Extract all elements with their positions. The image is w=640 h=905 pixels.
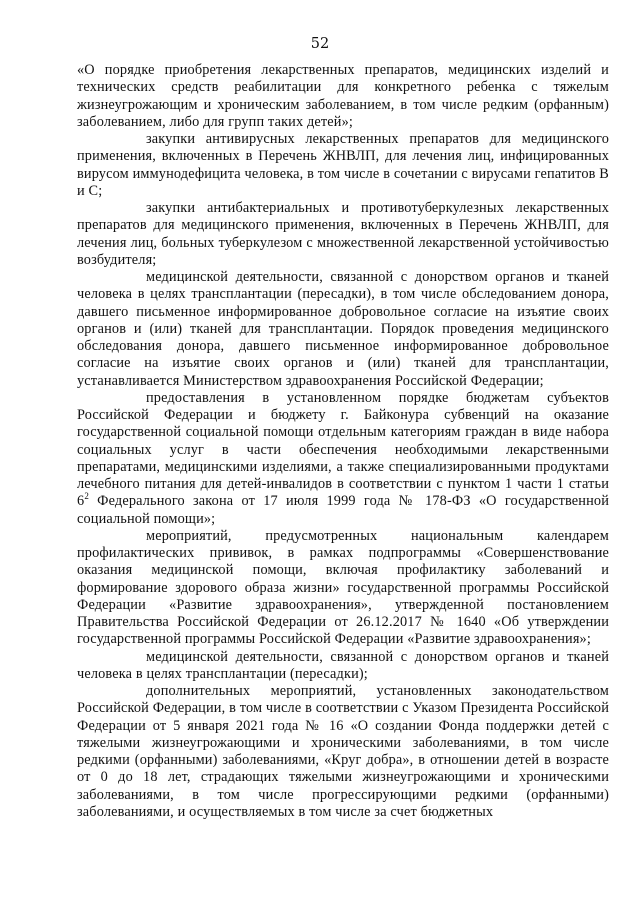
subventions-text-after: Федерального закона от 17 июля 1999 года № 178-ФЗ «О государственной социальной помощи»; (77, 493, 609, 527)
paragraph-subventions (77, 390, 609, 528)
paragraph-orphan-disease-order: «О порядке приобретения лекарственных препаратов, медицинских изделий и технических средств реабилитации для конкретного ребенка с тяжелым жизнеугрожающим и хроническим заболеванием, в том числе редким (орфанным) заболеванием, либо для групп таких детей»; (77, 62, 609, 130)
paragraph-antibacterial-purchases: закупки антибактериальных и противотуберкулезных лекарственных препаратов для медицинского применения, включенных в Перечень ЖНВЛП, для лечения лиц, больных туберкулезом с множественной лекарственной устойчивостью возбудителя; (77, 200, 609, 268)
article-superscript: 2 (84, 491, 89, 502)
paragraph-additional-measures: дополнительных мероприятий, установленных законодательством Российской Федерации, в том числе в соответствии с Указом Президента Российской Федерации от 5 января 2021 года № 16 «О создании Фонда поддержки детей с тяжелыми жизнеугрожающими и хроническими заболеваниями, в том числе редкими (орфанными) заболеваниями, «Круг добра», в отношении детей в возрасте от 0 до 18 лет, страдающих тяжелыми жизнеугрожающими и хроническими заболеваниями, в том числе прогрессирующими редкими (орфанными) заболеваниями, и осуществляемых в том числе за счет бюджетных (77, 683, 609, 820)
paragraph-organ-donation-short: медицинской деятельности, связанной с донорством органов и тканей человека в целях трансплантации (пересадки); (77, 648, 609, 682)
subventions-text-before: предоставления в установленном порядке бюджетам субъектов Российской Федерации и бюджету г. Байконура субвенций на оказание государственной социальной помощи отдельным категориям граждан в виде набора социальных услуг в части обеспечения необходимыми лекарственными препаратами, медицинскими изделиями, а также специализированными продуктами лечебного питания для детей-инвалидов в соответствии с пунктом 1 части 1 статьи 6 (77, 389, 609, 510)
paragraph-vaccination-calendar: мероприятий, предусмотренных национальным календарем профилактических прививок, в рамках подпрограммы «Совершенствование оказания медицинской помощи, включая профилактику заболеваний и формирование здорового образа жизни» государственной программы Российской Федерации «Развитие здравоохранения», утвержденной постановлением Правительства Российской Федерации от 26.12.2017 № 1640 «Об утверждении государственной программы Российской Федерации «Развитие здравоохранения»; (77, 527, 609, 648)
page-number: 52 (310, 36, 330, 52)
document-body (77, 62, 609, 821)
paragraph-organ-donation-activity: медицинской деятельности, связанной с донорством органов и тканей человека в целях трансплантации (пересадки), в том числе обследованием донора, давшего письменное информированное добровольное согласие на изъятие своих органов и (или) тканей для трансплантации. Порядок проведения медицинского обследования донора, давшего письменное информированное добровольное согласие на изъятие своих органов и (или) тканей для трансплантации, устанавливается Министерством здравоохранения Российской Федерации; (77, 269, 609, 389)
paragraph-antiviral-purchases: закупки антивирусных лекарственных препаратов для медицинского применения, включенных в Перечень ЖНВЛП, для лечения лиц, инфицированных вирусом иммунодефицита человека, в том числе в сочетании с вирусами гепатитов В и С; (77, 131, 609, 199)
